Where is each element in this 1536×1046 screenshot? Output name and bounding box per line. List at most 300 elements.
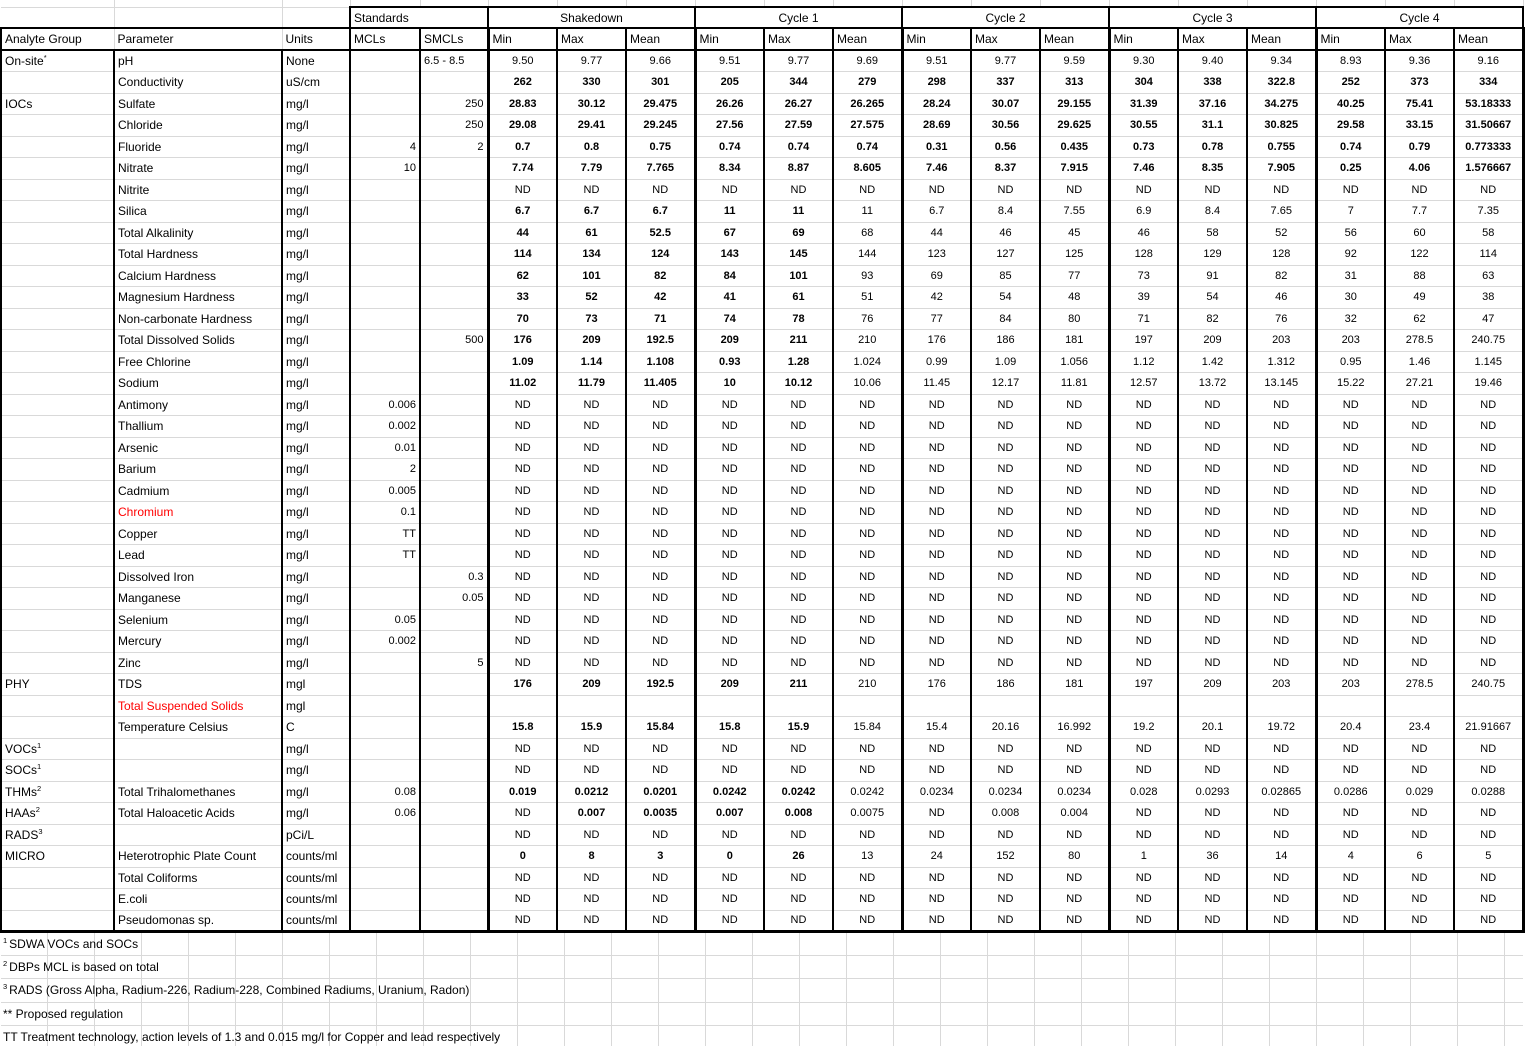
units-cell[interactable]: mg/l: [282, 652, 350, 674]
value-cell[interactable]: 28.69: [902, 115, 971, 137]
analyte-group-cell[interactable]: [1, 158, 114, 180]
smcl-cell[interactable]: [420, 803, 488, 825]
value-cell[interactable]: 88: [1385, 265, 1454, 287]
value-cell[interactable]: 15.84: [833, 717, 902, 739]
value-cell[interactable]: ND: [1109, 803, 1178, 825]
units-cell[interactable]: mg/l: [282, 308, 350, 330]
value-cell[interactable]: ND: [764, 760, 833, 782]
smcl-cell[interactable]: [420, 760, 488, 782]
value-cell[interactable]: 0.74: [833, 136, 902, 158]
value-cell[interactable]: 0: [488, 846, 557, 868]
value-cell[interactable]: 8.35: [1178, 158, 1247, 180]
units-cell[interactable]: counts/ml: [282, 846, 350, 868]
value-cell[interactable]: ND: [1316, 437, 1385, 459]
value-cell[interactable]: ND: [1454, 824, 1523, 846]
value-cell[interactable]: ND: [695, 824, 764, 846]
value-cell[interactable]: 0.755: [1247, 136, 1316, 158]
value-cell[interactable]: 6.7: [626, 201, 695, 223]
units-cell[interactable]: mgl: [282, 695, 350, 717]
mcl-cell[interactable]: [350, 738, 420, 760]
value-cell[interactable]: ND: [1385, 738, 1454, 760]
analyte-group-cell[interactable]: [1, 201, 114, 223]
value-cell[interactable]: 77: [1040, 265, 1109, 287]
mcl-cell[interactable]: 0.01: [350, 437, 420, 459]
value-cell[interactable]: ND: [695, 910, 764, 932]
value-cell[interactable]: 9.51: [902, 50, 971, 72]
value-cell[interactable]: ND: [557, 566, 626, 588]
value-cell[interactable]: ND: [557, 609, 626, 631]
value-cell[interactable]: ND: [1178, 738, 1247, 760]
value-cell[interactable]: ND: [1247, 545, 1316, 567]
value-cell[interactable]: 7.915: [1040, 158, 1109, 180]
value-cell[interactable]: 14: [1247, 846, 1316, 868]
value-cell[interactable]: ND: [1109, 523, 1178, 545]
parameter-cell[interactable]: [114, 717, 282, 739]
value-cell[interactable]: 8.4: [1178, 201, 1247, 223]
value-cell[interactable]: ND: [1385, 437, 1454, 459]
value-cell[interactable]: 6.7: [557, 201, 626, 223]
value-cell[interactable]: ND: [626, 179, 695, 201]
value-cell[interactable]: 85: [971, 265, 1040, 287]
parameter-cell[interactable]: [114, 760, 282, 782]
value-cell[interactable]: ND: [1040, 437, 1109, 459]
value-cell[interactable]: ND: [764, 631, 833, 653]
value-cell[interactable]: ND: [1178, 910, 1247, 932]
analyte-group-cell[interactable]: [1, 674, 114, 696]
value-cell[interactable]: 0.004: [1040, 803, 1109, 825]
value-cell[interactable]: ND: [695, 738, 764, 760]
value-cell[interactable]: ND: [1385, 588, 1454, 610]
smcl-cell[interactable]: [420, 867, 488, 889]
value-cell[interactable]: ND: [971, 545, 1040, 567]
units-cell[interactable]: mg/l: [282, 760, 350, 782]
value-cell[interactable]: ND: [1454, 910, 1523, 932]
smcl-cell[interactable]: 0.05: [420, 588, 488, 610]
value-cell[interactable]: ND: [488, 179, 557, 201]
smcl-cell[interactable]: [420, 545, 488, 567]
value-cell[interactable]: ND: [1109, 179, 1178, 201]
parameter-cell[interactable]: [114, 416, 282, 438]
value-cell[interactable]: ND: [902, 502, 971, 524]
value-cell[interactable]: 1.056: [1040, 351, 1109, 373]
value-cell[interactable]: 26.27: [764, 93, 833, 115]
value-cell[interactable]: 75.41: [1385, 93, 1454, 115]
value-cell[interactable]: ND: [1040, 566, 1109, 588]
smcl-cell[interactable]: [420, 308, 488, 330]
value-cell[interactable]: ND: [695, 867, 764, 889]
value-cell[interactable]: 56: [1316, 222, 1385, 244]
value-cell[interactable]: ND: [902, 523, 971, 545]
value-cell[interactable]: 84: [971, 308, 1040, 330]
value-cell[interactable]: ND: [1178, 652, 1247, 674]
value-cell[interactable]: 330: [557, 72, 626, 94]
value-cell[interactable]: 0.0242: [695, 781, 764, 803]
analyte-group-cell[interactable]: [1, 846, 114, 868]
value-cell[interactable]: ND: [1040, 480, 1109, 502]
value-cell[interactable]: 0.0234: [971, 781, 1040, 803]
value-cell[interactable]: 61: [764, 287, 833, 309]
value-cell[interactable]: 20.16: [971, 717, 1040, 739]
value-cell[interactable]: 176: [902, 674, 971, 696]
value-cell[interactable]: 82: [626, 265, 695, 287]
value-cell[interactable]: ND: [626, 760, 695, 782]
units-cell[interactable]: mg/l: [282, 394, 350, 416]
units-cell[interactable]: pCi/L: [282, 824, 350, 846]
value-cell[interactable]: 52.5: [626, 222, 695, 244]
value-cell[interactable]: ND: [902, 394, 971, 416]
parameter-cell[interactable]: [114, 609, 282, 631]
value-cell[interactable]: ND: [833, 459, 902, 481]
value-cell[interactable]: 16.992: [1040, 717, 1109, 739]
value-cell[interactable]: 123: [902, 244, 971, 266]
value-cell[interactable]: ND: [1109, 760, 1178, 782]
mcl-cell[interactable]: [350, 674, 420, 696]
value-cell[interactable]: 0.0242: [764, 781, 833, 803]
value-cell[interactable]: 0.0212: [557, 781, 626, 803]
value-cell[interactable]: ND: [488, 416, 557, 438]
value-cell[interactable]: ND: [1385, 889, 1454, 911]
value-cell[interactable]: ND: [1454, 867, 1523, 889]
value-cell[interactable]: ND: [1454, 609, 1523, 631]
units-cell[interactable]: mg/l: [282, 437, 350, 459]
parameter-cell[interactable]: [114, 136, 282, 158]
value-cell[interactable]: ND: [1040, 394, 1109, 416]
analyte-group-cell[interactable]: [1, 394, 114, 416]
value-cell[interactable]: ND: [1454, 588, 1523, 610]
value-cell[interactable]: 7.46: [902, 158, 971, 180]
value-cell[interactable]: 0.0075: [833, 803, 902, 825]
analyte-group-cell[interactable]: [1, 652, 114, 674]
value-cell[interactable]: ND: [626, 545, 695, 567]
mcl-cell[interactable]: [350, 72, 420, 94]
value-cell[interactable]: ND: [1109, 480, 1178, 502]
value-cell[interactable]: ND: [1385, 910, 1454, 932]
value-cell[interactable]: ND: [1454, 545, 1523, 567]
value-cell[interactable]: 13.145: [1247, 373, 1316, 395]
value-cell[interactable]: ND: [488, 867, 557, 889]
value-cell[interactable]: ND: [1109, 502, 1178, 524]
value-cell[interactable]: ND: [1247, 566, 1316, 588]
value-cell[interactable]: ND: [1109, 867, 1178, 889]
value-cell[interactable]: 69: [902, 265, 971, 287]
mcl-cell[interactable]: [350, 222, 420, 244]
value-cell[interactable]: 197: [1109, 674, 1178, 696]
value-cell[interactable]: ND: [488, 652, 557, 674]
value-cell[interactable]: 31.1: [1178, 115, 1247, 137]
units-cell[interactable]: None: [282, 50, 350, 72]
value-cell[interactable]: [557, 695, 626, 717]
value-cell[interactable]: ND: [1178, 803, 1247, 825]
mcl-cell[interactable]: [350, 846, 420, 868]
value-cell[interactable]: [626, 695, 695, 717]
value-cell[interactable]: ND: [1178, 416, 1247, 438]
value-cell[interactable]: ND: [1040, 738, 1109, 760]
value-cell[interactable]: ND: [695, 459, 764, 481]
value-cell[interactable]: ND: [971, 609, 1040, 631]
parameter-cell[interactable]: [114, 803, 282, 825]
value-cell[interactable]: 209: [1178, 674, 1247, 696]
value-cell[interactable]: 210: [833, 330, 902, 352]
value-cell[interactable]: ND: [764, 824, 833, 846]
value-cell[interactable]: 1: [1109, 846, 1178, 868]
value-cell[interactable]: 31.50667: [1454, 115, 1523, 137]
value-cell[interactable]: ND: [1385, 652, 1454, 674]
value-cell[interactable]: 0.93: [695, 351, 764, 373]
value-cell[interactable]: 7.905: [1247, 158, 1316, 180]
parameter-cell[interactable]: [114, 93, 282, 115]
value-cell[interactable]: ND: [488, 910, 557, 932]
value-cell[interactable]: 12.17: [971, 373, 1040, 395]
value-cell[interactable]: ND: [971, 760, 1040, 782]
value-cell[interactable]: ND: [557, 523, 626, 545]
value-cell[interactable]: 279: [833, 72, 902, 94]
value-cell[interactable]: ND: [1316, 179, 1385, 201]
value-cell[interactable]: ND: [764, 738, 833, 760]
value-cell[interactable]: ND: [971, 480, 1040, 502]
value-cell[interactable]: 20.1: [1178, 717, 1247, 739]
value-cell[interactable]: ND: [1040, 889, 1109, 911]
value-cell[interactable]: 11.02: [488, 373, 557, 395]
units-cell[interactable]: mg/l: [282, 738, 350, 760]
mcl-cell[interactable]: 0.1: [350, 502, 420, 524]
value-cell[interactable]: 0.75: [626, 136, 695, 158]
value-cell[interactable]: ND: [1247, 738, 1316, 760]
value-cell[interactable]: ND: [488, 480, 557, 502]
value-cell[interactable]: 6.7: [488, 201, 557, 223]
value-cell[interactable]: 0.007: [695, 803, 764, 825]
value-cell[interactable]: 0.028: [1109, 781, 1178, 803]
value-cell[interactable]: ND: [833, 394, 902, 416]
smcl-cell[interactable]: [420, 158, 488, 180]
value-cell[interactable]: ND: [1316, 588, 1385, 610]
value-cell[interactable]: ND: [1178, 889, 1247, 911]
value-cell[interactable]: ND: [1040, 459, 1109, 481]
smcl-cell[interactable]: [420, 502, 488, 524]
value-cell[interactable]: ND: [1040, 652, 1109, 674]
parameter-cell[interactable]: [114, 652, 282, 674]
mcl-cell[interactable]: [350, 265, 420, 287]
value-cell[interactable]: 134: [557, 244, 626, 266]
parameter-cell[interactable]: [114, 330, 282, 352]
value-cell[interactable]: 344: [764, 72, 833, 94]
value-cell[interactable]: ND: [695, 394, 764, 416]
value-cell[interactable]: 84: [695, 265, 764, 287]
value-cell[interactable]: ND: [902, 416, 971, 438]
value-cell[interactable]: 70: [488, 308, 557, 330]
smcl-cell[interactable]: [420, 846, 488, 868]
value-cell[interactable]: ND: [1247, 609, 1316, 631]
value-cell[interactable]: ND: [557, 179, 626, 201]
value-cell[interactable]: 27.56: [695, 115, 764, 137]
value-cell[interactable]: 77: [902, 308, 971, 330]
value-cell[interactable]: 53.18333: [1454, 93, 1523, 115]
value-cell[interactable]: 45: [1040, 222, 1109, 244]
value-cell[interactable]: 9.30: [1109, 50, 1178, 72]
value-cell[interactable]: 0.78: [1178, 136, 1247, 158]
value-cell[interactable]: ND: [902, 910, 971, 932]
value-cell[interactable]: 11: [833, 201, 902, 223]
value-cell[interactable]: 9.34: [1247, 50, 1316, 72]
smcl-cell[interactable]: [420, 738, 488, 760]
value-cell[interactable]: ND: [1109, 738, 1178, 760]
units-cell[interactable]: mg/l: [282, 93, 350, 115]
value-cell[interactable]: ND: [488, 394, 557, 416]
mcl-cell[interactable]: [350, 652, 420, 674]
value-cell[interactable]: 203: [1247, 674, 1316, 696]
mcl-cell[interactable]: 0.05: [350, 609, 420, 631]
analyte-group-cell[interactable]: [1, 265, 114, 287]
value-cell[interactable]: 0.02865: [1247, 781, 1316, 803]
value-cell[interactable]: ND: [695, 760, 764, 782]
smcl-cell[interactable]: [420, 674, 488, 696]
value-cell[interactable]: 7.74: [488, 158, 557, 180]
analyte-group-cell[interactable]: [1, 72, 114, 94]
value-cell[interactable]: 19.2: [1109, 717, 1178, 739]
value-cell[interactable]: 1.28: [764, 351, 833, 373]
parameter-cell[interactable]: [114, 287, 282, 309]
value-cell[interactable]: 15.8: [695, 717, 764, 739]
mcl-cell[interactable]: [350, 244, 420, 266]
value-cell[interactable]: ND: [1454, 523, 1523, 545]
value-cell[interactable]: ND: [1178, 394, 1247, 416]
mcl-cell[interactable]: [350, 308, 420, 330]
parameter-cell[interactable]: [114, 265, 282, 287]
value-cell[interactable]: ND: [1385, 609, 1454, 631]
value-cell[interactable]: 322.8: [1247, 72, 1316, 94]
value-cell[interactable]: 49: [1385, 287, 1454, 309]
value-cell[interactable]: 15.84: [626, 717, 695, 739]
value-cell[interactable]: ND: [971, 437, 1040, 459]
value-cell[interactable]: 0.56: [971, 136, 1040, 158]
value-cell[interactable]: ND: [626, 459, 695, 481]
value-cell[interactable]: ND: [971, 738, 1040, 760]
value-cell[interactable]: 4.06: [1385, 158, 1454, 180]
value-cell[interactable]: ND: [902, 437, 971, 459]
value-cell[interactable]: ND: [1316, 760, 1385, 782]
parameter-cell[interactable]: [114, 459, 282, 481]
value-cell[interactable]: 0.0288: [1454, 781, 1523, 803]
value-cell[interactable]: 51: [833, 287, 902, 309]
mcl-cell[interactable]: [350, 179, 420, 201]
parameter-cell[interactable]: [114, 115, 282, 137]
value-cell[interactable]: 0.74: [695, 136, 764, 158]
mcl-cell[interactable]: [350, 201, 420, 223]
value-cell[interactable]: ND: [488, 803, 557, 825]
mcl-cell[interactable]: 10: [350, 158, 420, 180]
value-cell[interactable]: 30: [1316, 287, 1385, 309]
parameter-cell[interactable]: [114, 910, 282, 932]
value-cell[interactable]: ND: [1109, 889, 1178, 911]
value-cell[interactable]: ND: [1178, 437, 1247, 459]
analyte-group-cell[interactable]: [1, 824, 114, 846]
value-cell[interactable]: ND: [1316, 910, 1385, 932]
units-cell[interactable]: mg/l: [282, 115, 350, 137]
analyte-group-cell[interactable]: [1, 566, 114, 588]
units-cell[interactable]: mg/l: [282, 351, 350, 373]
smcl-cell[interactable]: 5: [420, 652, 488, 674]
value-cell[interactable]: ND: [695, 631, 764, 653]
value-cell[interactable]: ND: [1109, 588, 1178, 610]
value-cell[interactable]: 114: [488, 244, 557, 266]
value-cell[interactable]: ND: [764, 609, 833, 631]
smcl-cell[interactable]: 0.3: [420, 566, 488, 588]
parameter-cell[interactable]: [114, 889, 282, 911]
analyte-group-cell[interactable]: [1, 115, 114, 137]
value-cell[interactable]: ND: [626, 523, 695, 545]
units-cell[interactable]: uS/cm: [282, 72, 350, 94]
value-cell[interactable]: ND: [1316, 867, 1385, 889]
value-cell[interactable]: ND: [695, 523, 764, 545]
value-cell[interactable]: ND: [1316, 416, 1385, 438]
units-cell[interactable]: counts/ml: [282, 910, 350, 932]
value-cell[interactable]: 0.0293: [1178, 781, 1247, 803]
value-cell[interactable]: ND: [557, 867, 626, 889]
value-cell[interactable]: 278.5: [1385, 674, 1454, 696]
value-cell[interactable]: 0.74: [1316, 136, 1385, 158]
value-cell[interactable]: ND: [902, 588, 971, 610]
value-cell[interactable]: ND: [1316, 459, 1385, 481]
value-cell[interactable]: [833, 695, 902, 717]
mcl-cell[interactable]: [350, 588, 420, 610]
value-cell[interactable]: 48: [1040, 287, 1109, 309]
value-cell[interactable]: 63: [1454, 265, 1523, 287]
value-cell[interactable]: ND: [1109, 566, 1178, 588]
value-cell[interactable]: ND: [833, 609, 902, 631]
value-cell[interactable]: 73: [1109, 265, 1178, 287]
value-cell[interactable]: ND: [1454, 889, 1523, 911]
value-cell[interactable]: 9.51: [695, 50, 764, 72]
mcl-cell[interactable]: [350, 717, 420, 739]
value-cell[interactable]: ND: [902, 889, 971, 911]
value-cell[interactable]: 0.0234: [902, 781, 971, 803]
parameter-cell[interactable]: [114, 50, 282, 72]
units-cell[interactable]: mgl: [282, 674, 350, 696]
units-cell[interactable]: mg/l: [282, 244, 350, 266]
value-cell[interactable]: 0.74: [764, 136, 833, 158]
value-cell[interactable]: ND: [971, 867, 1040, 889]
value-cell[interactable]: 0.95: [1316, 351, 1385, 373]
value-cell[interactable]: 11.45: [902, 373, 971, 395]
value-cell[interactable]: 28.24: [902, 93, 971, 115]
value-cell[interactable]: 33.15: [1385, 115, 1454, 137]
value-cell[interactable]: ND: [1040, 523, 1109, 545]
value-cell[interactable]: ND: [833, 545, 902, 567]
value-cell[interactable]: [902, 695, 971, 717]
units-cell[interactable]: mg/l: [282, 545, 350, 567]
value-cell[interactable]: ND: [488, 523, 557, 545]
mcl-cell[interactable]: TT: [350, 523, 420, 545]
value-cell[interactable]: ND: [1454, 502, 1523, 524]
value-cell[interactable]: 337: [971, 72, 1040, 94]
value-cell[interactable]: 0.019: [488, 781, 557, 803]
value-cell[interactable]: 8.37: [971, 158, 1040, 180]
value-cell[interactable]: 128: [1109, 244, 1178, 266]
value-cell[interactable]: ND: [833, 760, 902, 782]
value-cell[interactable]: ND: [1454, 803, 1523, 825]
mcl-cell[interactable]: [350, 115, 420, 137]
analyte-group-cell[interactable]: [1, 867, 114, 889]
smcl-cell[interactable]: 6.5 - 8.5: [420, 50, 488, 72]
mcl-cell[interactable]: 4: [350, 136, 420, 158]
value-cell[interactable]: ND: [557, 824, 626, 846]
analyte-group-cell[interactable]: [1, 416, 114, 438]
value-cell[interactable]: ND: [1385, 480, 1454, 502]
value-cell[interactable]: 62: [1385, 308, 1454, 330]
value-cell[interactable]: 73: [557, 308, 626, 330]
units-cell[interactable]: mg/l: [282, 287, 350, 309]
smcl-cell[interactable]: [420, 394, 488, 416]
mcl-cell[interactable]: [350, 50, 420, 72]
